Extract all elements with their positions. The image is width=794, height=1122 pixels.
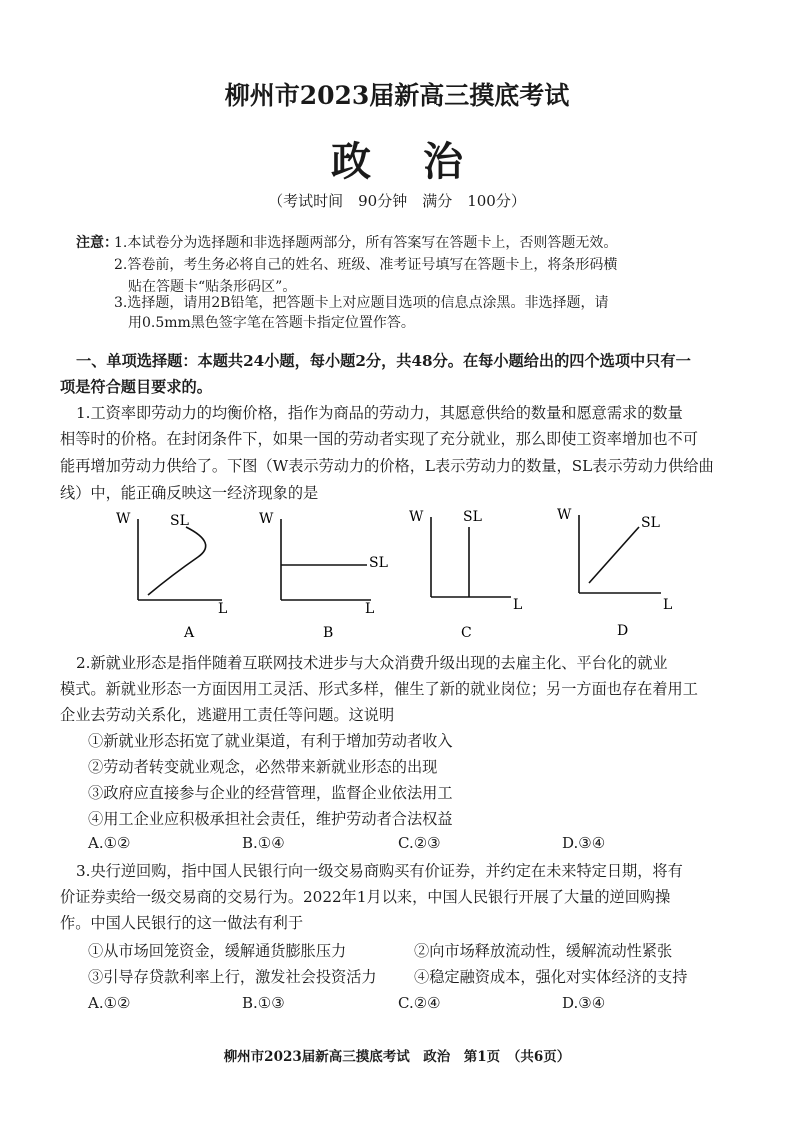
question-text: 2.新就业形态是指伴随着互联网技术进步与大众消费升级出现的去雇主化、平台化的就业: [76, 654, 668, 672]
x-axis-label: L: [663, 597, 673, 613]
question-text: 企业去劳动关系化，逃避用工责任等问题。这说明: [60, 706, 395, 724]
curve-label: SL: [369, 555, 388, 571]
question-text: 能再增加劳动力供给了。下图（W表示劳动力的价格，L表示劳动力的数量，SL表示劳动力供给曲: [60, 457, 714, 475]
section-heading: 项是符合题目要求的。: [60, 378, 212, 396]
statement: ①从市场回笼资金，缓解通货膨胀压力: [88, 942, 347, 960]
subject-title: 政治: [331, 138, 515, 185]
graph-d: [555, 505, 690, 645]
question-text: 3.央行逆回购，指中国人民银行向一级交易商购买有价证券，并约定在未来特定日期，将有: [76, 862, 683, 880]
statement: ①新就业形态拓宽了就业渠道，有利于增加劳动者收入: [88, 732, 453, 750]
notes-label: 注意：: [76, 235, 118, 251]
answer-option: A.①②: [88, 994, 131, 1012]
note-line: 用0.5mm黑色签字笔在答题卡指定位置作答。: [128, 315, 415, 331]
question-text: 线）中，能正确反映这一经济现象的是: [60, 484, 319, 502]
graph-label: B: [323, 625, 334, 641]
page-footer: 柳州市2023届新高三摸底考试 政治 第1页 （共6页）: [223, 1049, 571, 1065]
y-axis-label: W: [259, 511, 274, 527]
curve-label: SL: [463, 509, 482, 525]
question-text: 价证券卖给一级交易商的交易行为。2022年1月以来，中国人民银行开展了大量的逆回购操: [60, 888, 671, 906]
curve-label: SL: [170, 513, 189, 529]
note-line: 贴在答题卡“贴条形码区”。: [128, 279, 297, 295]
x-axis-label: L: [513, 597, 523, 613]
graph-c: [405, 505, 540, 645]
note-line: 2.答卷前，考生务必将自己的姓名、班级、准考证号填写在答题卡上，将条形码横: [114, 257, 618, 273]
question-text: 模式。新就业形态一方面因用工灵活、形式多样，催生了新的就业岗位；另一方面也存在着用工: [60, 680, 698, 698]
answer-option: C.②④: [398, 994, 441, 1012]
graph-b: [255, 505, 395, 645]
question-text: 相等时的价格。在封闭条件下，如果一国的劳动者实现了充分就业，那么即使工资率增加也不可: [60, 430, 698, 448]
answer-option: B.①③: [242, 994, 285, 1012]
statement: ④用工企业应积极承担社会责任，维护劳动者合法权益: [88, 810, 453, 828]
statement: ③政府应直接参与企业的经营管理，监督企业依法用工: [88, 784, 453, 802]
x-axis-label: L: [365, 601, 375, 617]
graph-a: [110, 505, 240, 645]
y-axis-label: W: [116, 511, 131, 527]
question-text: 1.工资率即劳动力的均衡价格，指作为商品的劳动力，其愿意供给的数量和愿意需求的数量: [76, 404, 683, 422]
note-line: 3.选择题，请用2B铅笔，把答题卡上对应题目选项的信息点涂黑。非选择题，请: [114, 295, 609, 311]
answer-option: B.①④: [242, 834, 285, 852]
answer-option: C.②③: [398, 834, 441, 852]
y-axis-label: W: [409, 509, 424, 525]
section-heading: 一、单项选择题：本题共24小题，每小题2分，共48分。在每小题给出的四个选项中只有一: [76, 352, 691, 370]
answer-option: D.③④: [562, 834, 606, 852]
curve-label: SL: [641, 515, 660, 531]
exam-info: （考试时间 90分钟 满分 100分）: [268, 192, 526, 210]
x-axis-label: L: [218, 601, 228, 617]
statement: ④稳定融资成本，强化对实体经济的支持: [414, 968, 688, 986]
y-axis-label: W: [557, 507, 572, 523]
question-text: 作。中国人民银行的这一做法有利于: [60, 914, 303, 932]
answer-option: D.③④: [562, 994, 606, 1012]
supply-curve: [148, 527, 206, 595]
statement: ②劳动者转变就业观念，必然带来新就业形态的出现: [88, 758, 438, 776]
supply-curve: [589, 527, 639, 583]
graph-label: A: [184, 625, 195, 641]
statement: ③引导存贷款利率上行，激发社会投资活力: [88, 968, 377, 986]
exam-title: 柳州市2023届新高三摸底考试: [224, 81, 570, 110]
statement: ②向市场释放流动性，缓解流动性紧张: [414, 942, 673, 960]
note-line: 1.本试卷分为选择题和非选择题两部分，所有答案写在答题卡上，否则答题无效。: [114, 235, 618, 251]
graph-label: C: [461, 625, 472, 641]
graph-label: D: [617, 623, 629, 639]
answer-option: A.①②: [88, 834, 131, 852]
